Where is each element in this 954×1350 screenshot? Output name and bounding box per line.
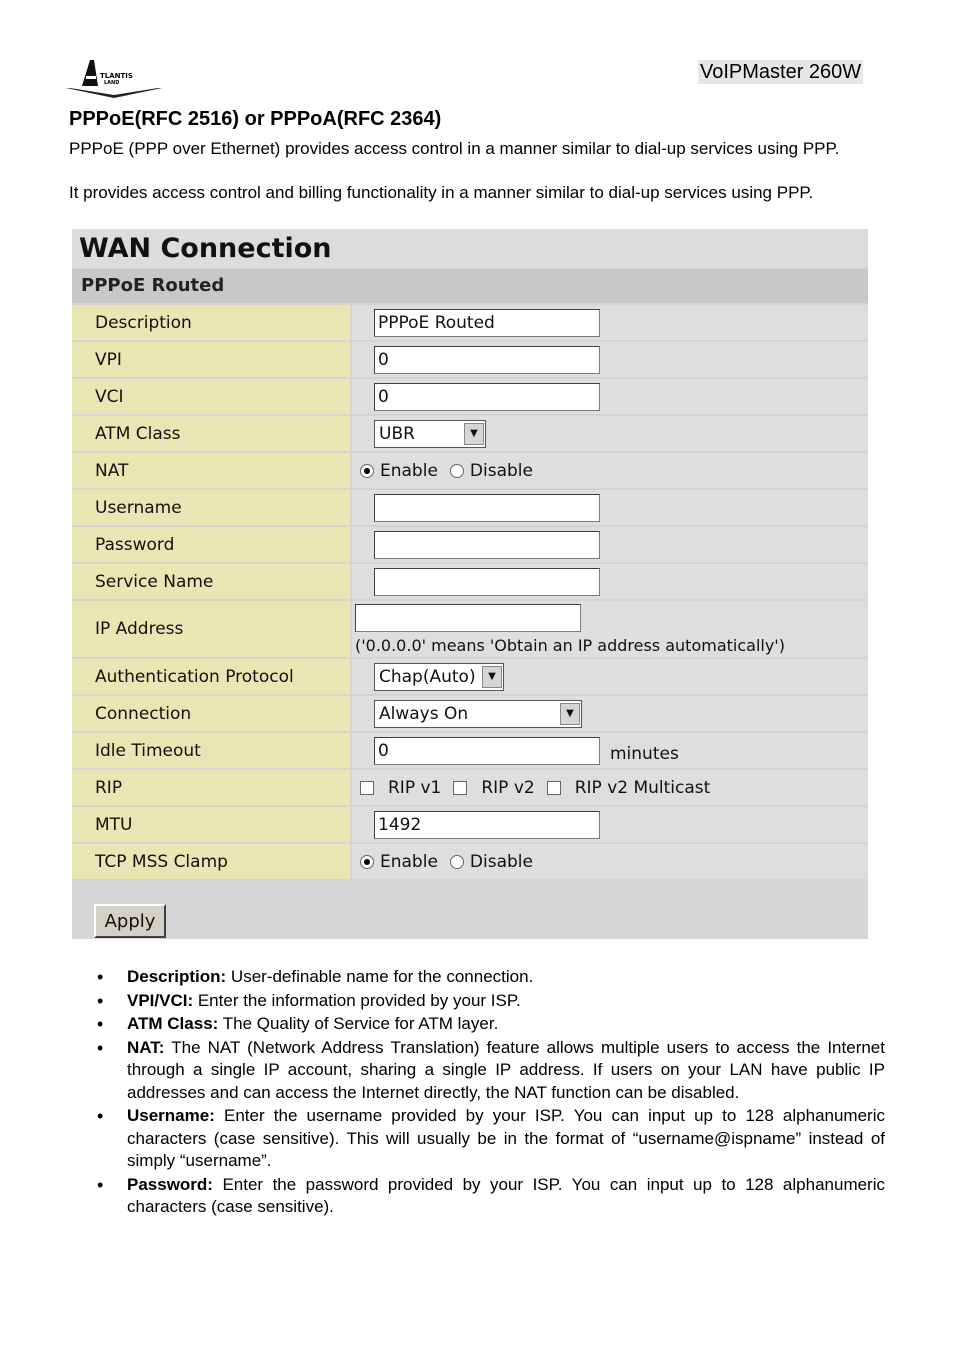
ip-address-input[interactable] <box>355 604 581 632</box>
bullet-icon: • <box>97 1106 104 1126</box>
nat-label: NAT <box>72 453 350 488</box>
bullet-icon: • <box>97 967 104 987</box>
nat-disable-label: Disable <box>469 460 533 481</box>
section-title: PPPoE(RFC 2516) or PPPoA(RFC 2364) <box>69 108 442 130</box>
radio-selected-icon <box>360 855 374 869</box>
wan-connection-panel <box>72 229 868 939</box>
row-rip <box>72 770 868 805</box>
row-description <box>72 305 868 340</box>
tcp-mss-enable-radio[interactable] <box>360 852 438 872</box>
intro-paragraph-2: It provides access control and billing functionality in a manner similar to dial-up services using PPP. <box>69 183 814 202</box>
checkbox-empty-icon <box>547 781 561 795</box>
connection-select[interactable] <box>374 700 582 728</box>
ip-address-label: IP Address <box>72 601 350 657</box>
list-item: • Password: Enter the password provided by your ISP. You can input up to 128 alphanumeric characters (case sensitive). <box>97 1174 885 1216</box>
radio-empty-icon <box>450 464 464 478</box>
field-descriptions <box>97 966 885 1220</box>
row-vci <box>72 379 868 414</box>
row-password <box>72 527 868 562</box>
radio-selected-icon <box>360 464 374 478</box>
bullet-icon: • <box>97 1174 104 1195</box>
svg-text:LAND: LAND <box>104 80 120 86</box>
nat-disable-radio[interactable] <box>450 461 533 481</box>
idle-timeout-input[interactable]: 0 <box>374 737 600 765</box>
tcp-mss-disable-radio[interactable] <box>450 852 533 872</box>
rip-v2-multicast-label: RIP v2 Multicast <box>574 777 711 798</box>
auth-protocol-select[interactable] <box>374 663 504 691</box>
list-item: • VPI/VCI: Enter the information provided by your ISP. <box>97 990 521 1011</box>
row-ip-address <box>72 601 868 657</box>
row-connection <box>72 696 868 731</box>
chevron-down-icon[interactable]: ▼ <box>482 666 502 688</box>
model-name: VoIPMaster 260W <box>700 61 862 83</box>
service-name-label: Service Name <box>72 564 350 599</box>
list-item: • Username: Enter the username provided by your ISP. You can input up to 128 alphanumeric characters (case sensitive). This will usually be in the format of “username@ispname” instead of simply “username”. <box>97 1106 885 1170</box>
checkbox-empty-icon <box>453 781 467 795</box>
bullet-icon: • <box>97 1014 104 1034</box>
connection-value: Always On <box>379 703 469 724</box>
row-mtu <box>72 807 868 842</box>
row-auth-protocol <box>72 659 868 694</box>
apply-area <box>72 881 868 939</box>
row-service-name <box>72 564 868 599</box>
vci-input[interactable]: 0 <box>374 383 600 411</box>
atm-class-label: ATM Class <box>72 416 350 451</box>
radio-empty-icon <box>450 855 464 869</box>
auth-protocol-value: Chap(Auto) <box>379 666 476 687</box>
bullet-icon: • <box>97 990 104 1011</box>
username-input[interactable] <box>374 494 600 522</box>
nat-enable-radio[interactable] <box>360 461 438 481</box>
description-input[interactable]: PPPoE Routed <box>374 309 600 337</box>
tcp-mss-clamp-label: TCP MSS Clamp <box>72 844 350 879</box>
bullet-icon: • <box>97 1037 104 1058</box>
rip-label: RIP <box>72 770 350 805</box>
mtu-label: MTU <box>72 807 350 842</box>
auth-protocol-label: Authentication Protocol <box>72 659 350 694</box>
checkbox-empty-icon <box>360 781 374 795</box>
row-username <box>72 490 868 525</box>
mtu-input[interactable]: 1492 <box>374 811 600 839</box>
rip-v1-label: RIP v1 <box>388 777 442 798</box>
rip-v2-label: RIP v2 <box>481 777 535 798</box>
vci-label: VCI <box>72 379 350 414</box>
list-item: • NAT: The NAT (Network Address Translation) feature allows multiple users to access the Internet through a single IP account, sharing a single IP address. If users on your LAN have public IP addresses and can access the Internet directly, the NAT function can be disabled. <box>97 1037 885 1102</box>
row-vpi <box>72 342 868 377</box>
tcp-mss-disable-label: Disable <box>469 851 533 872</box>
row-idle-timeout <box>72 733 868 768</box>
row-atm-class <box>72 416 868 451</box>
intro-paragraph-1: PPPoE (PPP over Ethernet) provides access control in a manner similar to dial-up services using PPP. <box>69 139 840 158</box>
rip-v1-checkbox[interactable] <box>360 778 441 798</box>
svg-text:TLANTIS: TLANTIS <box>100 72 133 80</box>
ip-address-note: ('0.0.0.0' means 'Obtain an IP address automatically') <box>355 635 785 655</box>
description-label: Description <box>72 305 350 340</box>
idle-timeout-label: Idle Timeout <box>72 733 350 768</box>
panel-subtitle: PPPoE Routed <box>72 269 868 303</box>
password-label: Password <box>72 527 350 562</box>
tcp-mss-enable-label: Enable <box>380 851 438 872</box>
rip-v2-checkbox[interactable] <box>453 778 534 798</box>
atm-class-value: UBR <box>379 423 415 444</box>
row-tcp-mss-clamp <box>72 844 868 879</box>
chevron-down-icon[interactable]: ▼ <box>464 423 484 445</box>
nat-enable-label: Enable <box>380 460 438 481</box>
row-nat <box>72 453 868 488</box>
username-label: Username <box>72 490 350 525</box>
panel-title: WAN Connection <box>72 229 868 268</box>
apply-button[interactable]: Apply <box>94 904 166 938</box>
atm-class-select[interactable] <box>374 420 486 448</box>
atlantis-logo <box>64 54 164 100</box>
vpi-label: VPI <box>72 342 350 377</box>
vpi-input[interactable]: 0 <box>374 346 600 374</box>
connection-label: Connection <box>72 696 350 731</box>
list-item: • ATM Class: The Quality of Service for ATM layer. <box>97 1014 499 1034</box>
idle-timeout-unit: minutes <box>610 743 679 764</box>
password-input[interactable] <box>374 531 600 559</box>
list-item: • Description: User-definable name for the connection. <box>97 967 534 987</box>
rip-v2-multicast-checkbox[interactable] <box>547 778 711 798</box>
chevron-down-icon[interactable]: ▼ <box>560 703 580 725</box>
service-name-input[interactable] <box>374 568 600 596</box>
